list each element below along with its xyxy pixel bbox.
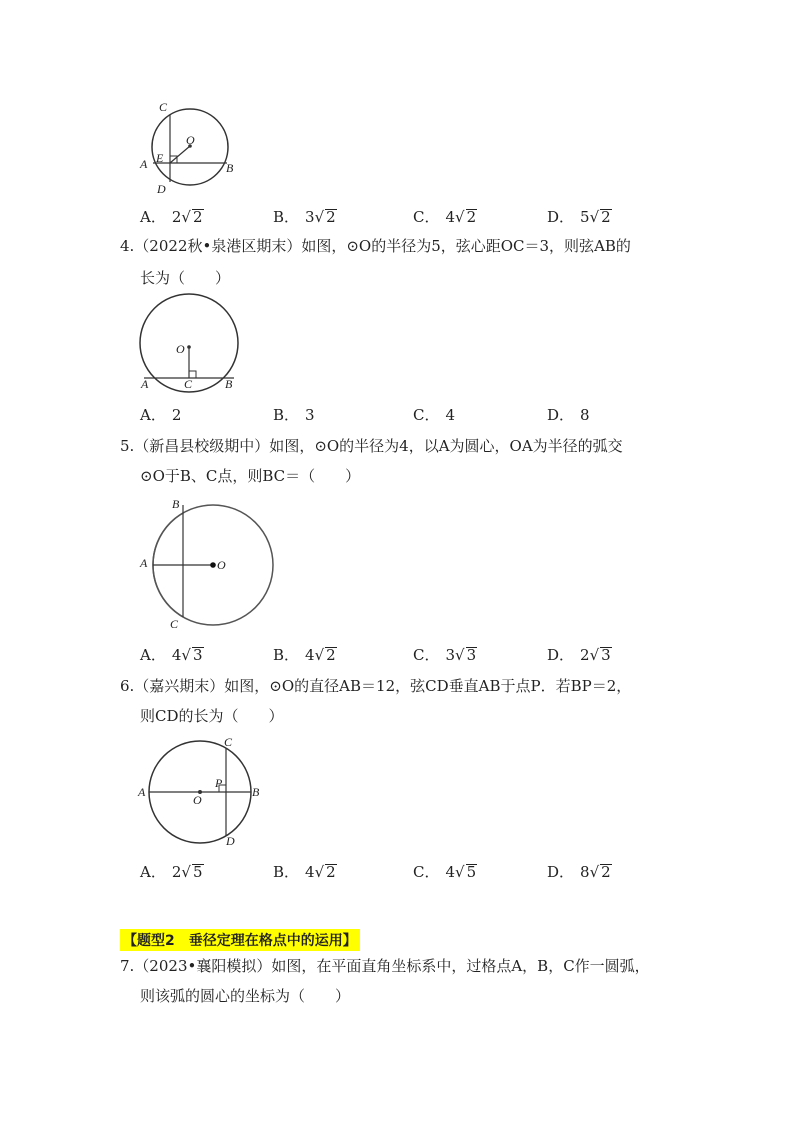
q4-question-line1: 4.（2022秋•泉港区期末）如图，⊙O的半径为5，弦心距OC＝3，则弦AB的 [120,237,631,255]
q5-option-a[interactable]: A． 4√ 3 [140,646,203,664]
q3-label-e: E [156,151,164,165]
q6-label-d: D [226,834,235,848]
q5-question-line2: ⊙O于B、C点，则BC＝（ ） [140,467,361,485]
q3-option-b[interactable]: B． 3√ 2 [273,208,336,226]
q4-option-d[interactable]: D． 8 [547,406,590,424]
q5-option-d[interactable]: D． 2√ 3 [547,646,611,664]
q4-label-b: B [225,377,233,391]
q5-center-dot [210,562,216,568]
q3-label-a: A [140,157,148,171]
q6-question-line1: 6.（嘉兴期末）如图，⊙O的直径AB＝12，弦CD垂直AB于点P．若BP＝2， [120,677,632,695]
q6-question-line2: 则CD的长为（ ） [140,707,284,725]
q5-label-a: A [140,556,148,570]
q6-label-a: A [138,785,146,799]
q4-label-o: O [176,342,185,356]
q3-label-b: B [226,161,234,175]
q4-center-dot [187,345,191,349]
q5-option-b[interactable]: B． 4√ 2 [273,646,336,664]
q4-question-line2: 长为（ ） [140,269,231,287]
q5-option-c[interactable]: C． 3√ 3 [413,646,477,664]
q6-label-p: P [215,776,223,790]
q6-label-c: C [224,735,233,749]
q7-question-line1: 7.（2023•襄阳模拟）如图，在平面直角坐标系中，过格点A，B，C作一圆弧， [120,957,650,975]
q3-label-c: C [159,100,168,114]
q6-label-b: B [252,785,260,799]
q5-label-o: O [217,558,226,572]
q5-question-line1: 5.（新昌县校级期中）如图，⊙O的半径为4，以A为圆心，OA为半径的弧交 [120,437,623,455]
q5-label-b: B [172,497,180,511]
q5-figure [135,492,285,632]
section-title-type2: 【题型2 垂径定理在格点中的运用】 [120,929,360,951]
q6-option-c[interactable]: C． 4√ 5 [413,863,477,881]
q3-segment-oe [170,146,190,163]
q3-option-d[interactable]: D． 5√ 2 [547,208,611,226]
q3-option-a[interactable]: A． 2√ 2 [140,208,203,226]
q3-option-c[interactable]: C． 4√ 2 [413,208,477,226]
q4-option-c[interactable]: C． 4 [413,406,456,424]
q6-option-b[interactable]: B． 4√ 2 [273,863,336,881]
q6-option-a[interactable]: A． 2√ 5 [140,863,203,881]
q4-label-c: C [184,377,193,391]
q3-label-d: D [157,182,166,196]
q4-option-b[interactable]: B． 3 [273,406,315,424]
q4-option-a[interactable]: A． 2 [140,406,182,424]
q3-label-o: O [186,133,195,147]
q6-option-d[interactable]: D． 8√ 2 [547,863,611,881]
q7-question-line2: 则该弧的圆心的坐标为（ ） [140,987,351,1005]
q4-label-a: A [141,377,149,391]
q5-label-c: C [170,617,179,631]
q3-figure [135,98,245,198]
q6-figure [135,732,265,847]
q6-label-o: O [193,793,202,807]
